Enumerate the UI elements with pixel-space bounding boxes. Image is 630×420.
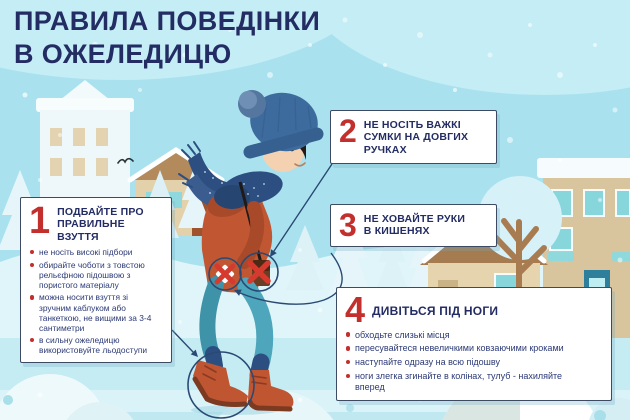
page-title: [14, 5, 320, 71]
bullet-item: наступайте одразу на всю підошву: [345, 357, 585, 368]
tip-box-footwear: [20, 197, 172, 363]
page-title-line-2: В ОЖЕЛЕДИЦЮ: [14, 39, 232, 69]
tip-box-bags: [330, 110, 497, 164]
tip-heading: ПОДБАЙТЕ ПРО ПРАВИЛЬНЕ ВЗУТТЯ: [57, 206, 144, 243]
tip-bullet-list: [29, 247, 163, 355]
tip-box-pockets: [330, 204, 497, 247]
page-title-line-1: ПРАВИЛА ПОВЕДІНКИ: [14, 6, 321, 36]
bullet-item: обходьте слизькі місця: [345, 330, 585, 341]
tip-bullet-list: [345, 330, 603, 394]
tip-number: 1: [29, 200, 51, 242]
tip-number: 4: [345, 289, 366, 330]
tip-box-watch-step: [336, 287, 612, 401]
bullet-item: не носіть високі підбори: [29, 247, 157, 257]
tip-header: [29, 200, 163, 243]
tip-number: 2: [339, 113, 357, 149]
tip-heading: НЕ ХОВАЙТЕ РУКИ В КИШЕНЯХ: [363, 213, 466, 238]
tip-header: [339, 207, 488, 243]
bullet-item: ноги злегка згинайте в колінах, тулуб - нахиляйте вперед: [345, 371, 585, 394]
bullet-item: можна носити взуття зі зручним каблуком або танкеткою, не вищими за 3-4 сантиметри: [29, 292, 157, 332]
bullet-item: пересувайтеся невеличкими ковзаючими кроками: [345, 343, 585, 354]
tip-number: 3: [339, 207, 357, 243]
tip-header: [345, 289, 603, 330]
bullet-item: в сильну ожеледицю використовуйте льодоступи: [29, 335, 157, 355]
tip-header: [339, 113, 488, 156]
tip-heading: НЕ НОСІТЬ ВАЖКІ СУМКИ НА ДОВГИХ РУЧКАХ: [363, 119, 469, 156]
bullet-item: обирайте чоботи з товстою рельєфною підошвою з пористого матеріалу: [29, 260, 157, 290]
tip-heading: ДИВІТЬСЯ ПІД НОГИ: [372, 303, 499, 318]
